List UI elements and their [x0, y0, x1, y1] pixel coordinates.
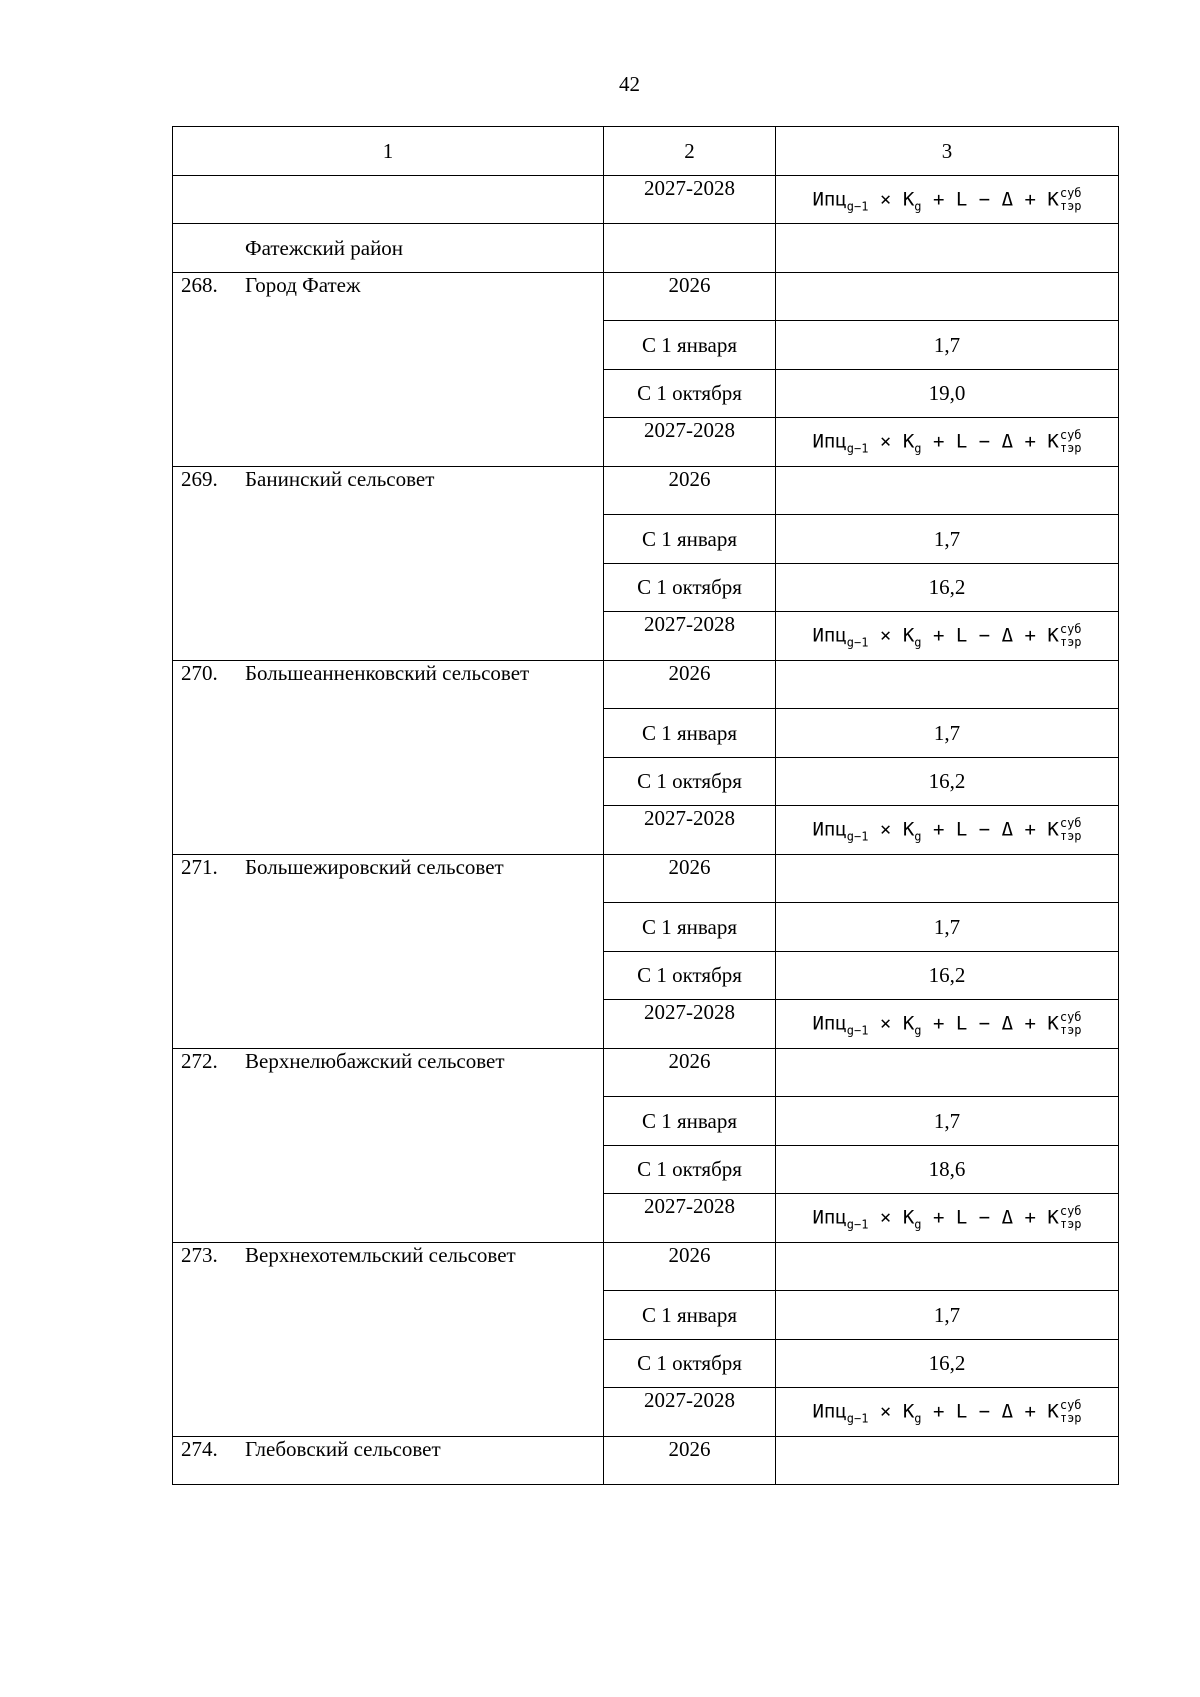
formula-plus-l: + L	[932, 430, 968, 453]
formula-k-supsub	[1060, 187, 1082, 213]
year-cell: 2026	[604, 1048, 776, 1097]
table-row	[173, 1436, 1119, 1485]
table-row	[173, 854, 1119, 903]
empty-cell	[776, 854, 1119, 903]
settlement-name: Большежировский сельсовет	[245, 854, 504, 879]
formula-plus-k: + K	[1024, 188, 1059, 210]
formula-k: К	[902, 188, 915, 210]
table-row	[173, 1048, 1119, 1097]
formula-k: К	[902, 1400, 915, 1423]
formula-plus-l: + L	[932, 818, 968, 841]
indexation-formula	[812, 1205, 1081, 1231]
row-number: 274.	[181, 1436, 218, 1461]
settlement-name: Банинский сельсовет	[245, 466, 435, 491]
row-number: 270.	[181, 660, 218, 685]
formula-base-sub: g−1	[846, 1411, 869, 1426]
formula-minus-delta: − Δ	[978, 188, 1014, 210]
district-name: Фатежский район	[245, 235, 404, 260]
value-cell: 1,7	[776, 515, 1119, 564]
empty-cell	[604, 224, 776, 273]
formula-k-sub: g	[914, 1023, 922, 1038]
formula-cell	[776, 1388, 1119, 1437]
indexation-formula	[812, 429, 1081, 455]
date-cell: С 1 января	[604, 709, 776, 758]
date-cell: С 1 января	[604, 1291, 776, 1340]
period-cell: 2027-2028	[604, 1388, 776, 1437]
table-row	[173, 1242, 1119, 1291]
formula-plus-k: + K	[1024, 818, 1059, 841]
date-cell: С 1 октября	[604, 1339, 776, 1388]
date-cell: С 1 января	[604, 321, 776, 370]
formula-times: ×	[879, 1400, 892, 1423]
settlement-cell	[173, 854, 604, 1048]
formula-k-supsub	[1060, 817, 1082, 843]
date-cell: С 1 октября	[604, 951, 776, 1000]
period-cell: 2027-2028	[604, 612, 776, 661]
formula-k-sub2: тэр	[1059, 1217, 1082, 1231]
date-cell: С 1 октября	[604, 1145, 776, 1194]
year-cell: 2026	[604, 272, 776, 321]
district-row	[173, 224, 1119, 273]
formula-plus-l: + L	[932, 188, 968, 210]
formula-times: ×	[879, 624, 892, 647]
table-row	[173, 660, 1119, 709]
indexation-formula	[812, 187, 1081, 213]
formula-plus-k: + K	[1024, 1206, 1059, 1229]
formula-base: Ипц	[812, 818, 847, 841]
header-col-1: 1	[173, 127, 604, 176]
formula-plus-l: + L	[932, 1012, 968, 1035]
formula-cell	[776, 1194, 1119, 1243]
settlement-name: Город Фатеж	[245, 272, 361, 297]
page-number: 42	[619, 72, 640, 96]
formula-cell	[776, 175, 1119, 224]
formula-cell	[776, 1000, 1119, 1049]
value-cell: 1,7	[776, 321, 1119, 370]
formula-k-supsub	[1060, 1399, 1082, 1425]
settlement-cell	[173, 466, 604, 660]
formula-base-sub: g−1	[846, 829, 869, 844]
formula-k-sub: g	[914, 1411, 922, 1426]
formula-cell	[776, 806, 1119, 855]
period-cell: 2027-2028	[604, 806, 776, 855]
formula-base: Ипц	[812, 188, 847, 210]
formula-times: ×	[879, 188, 892, 210]
formula-plus-k: + K	[1024, 430, 1059, 453]
name-cell	[173, 175, 604, 224]
formula-times: ×	[879, 1206, 892, 1229]
formula-k-supsub	[1060, 623, 1082, 649]
settlement-cell	[173, 272, 604, 466]
value-cell: 1,7	[776, 903, 1119, 952]
formula-base-sub: g−1	[846, 1217, 869, 1232]
table-row	[173, 466, 1119, 515]
indexation-formula	[812, 1011, 1081, 1037]
period-cell: 2027-2028	[604, 1194, 776, 1243]
settlement-name: Верхнелюбажский сельсовет	[245, 1048, 505, 1073]
formula-base: Ипц	[812, 1206, 847, 1229]
value-cell: 1,7	[776, 1291, 1119, 1340]
indexation-formula	[812, 623, 1081, 649]
formula-k: К	[902, 818, 915, 841]
empty-cell	[776, 1048, 1119, 1097]
empty-cell	[776, 660, 1119, 709]
date-cell: С 1 января	[604, 515, 776, 564]
value-cell: 16,2	[776, 1339, 1119, 1388]
formula-plus-l: + L	[932, 624, 968, 647]
tariff-table	[172, 126, 1119, 1485]
formula-k: К	[902, 624, 915, 647]
formula-k-sub2: тэр	[1059, 829, 1082, 843]
formula-k-sup: суб	[1059, 1398, 1082, 1412]
formula-k-sub: g	[914, 441, 922, 456]
settlement-name: Большеанненковский сельсовет	[245, 660, 530, 685]
formula-minus-delta: − Δ	[978, 818, 1014, 841]
header-col-3: 3	[776, 127, 1119, 176]
formula-cell	[776, 612, 1119, 661]
date-cell: С 1 октября	[604, 563, 776, 612]
table-row	[173, 272, 1119, 321]
formula-base: Ипц	[812, 1012, 847, 1035]
period-cell: 2027-2028	[604, 418, 776, 467]
formula-plus-l: + L	[932, 1206, 968, 1229]
formula-plus-k: + K	[1024, 1012, 1059, 1035]
formula-k-sub2: тэр	[1059, 198, 1082, 213]
formula-k-sup: суб	[1059, 185, 1082, 200]
period-cell: 2027-2028	[604, 1000, 776, 1049]
formula-k-sub: g	[914, 635, 922, 650]
empty-cell	[776, 224, 1119, 273]
row-number: 269.	[181, 466, 218, 491]
header-row	[173, 127, 1119, 176]
formula-k: К	[902, 430, 915, 453]
formula-times: ×	[879, 818, 892, 841]
formula-k-sub: g	[914, 1217, 922, 1232]
date-cell: С 1 января	[604, 903, 776, 952]
formula-k-sub: g	[914, 829, 922, 844]
year-cell: 2026	[604, 854, 776, 903]
formula-base: Ипц	[812, 430, 847, 453]
formula-k-sup: суб	[1059, 1204, 1082, 1218]
formula-k-sub: g	[914, 198, 922, 213]
formula-k-supsub	[1060, 1011, 1082, 1037]
value-cell: 1,7	[776, 1097, 1119, 1146]
formula-minus-delta: − Δ	[978, 1012, 1014, 1035]
formula-times: ×	[879, 430, 892, 453]
date-cell: С 1 октября	[604, 757, 776, 806]
indexation-formula	[812, 817, 1081, 843]
formula-k-sup: суб	[1059, 428, 1082, 442]
value-cell: 19,0	[776, 369, 1119, 418]
settlement-name: Глебовский сельсовет	[245, 1436, 441, 1461]
formula-k-supsub	[1060, 1205, 1082, 1231]
year-cell: 2026	[604, 660, 776, 709]
formula-base-sub: g−1	[846, 1023, 869, 1038]
settlement-name: Верхнехотемльский сельсовет	[245, 1242, 516, 1267]
formula-k-sub2: тэр	[1059, 1023, 1082, 1037]
row-number: 271.	[181, 854, 218, 879]
formula-plus-l: + L	[932, 1400, 968, 1423]
row-number: 268.	[181, 272, 218, 297]
table-row	[173, 175, 1119, 224]
formula-minus-delta: − Δ	[978, 624, 1014, 647]
settlement-cell	[173, 1048, 604, 1242]
value-cell: 16,2	[776, 951, 1119, 1000]
formula-times: ×	[879, 1012, 892, 1035]
formula-k-sup: суб	[1059, 1010, 1082, 1024]
empty-cell	[776, 272, 1119, 321]
formula-k: К	[902, 1206, 915, 1229]
year-cell: 2026	[604, 1242, 776, 1291]
formula-minus-delta: − Δ	[978, 1206, 1014, 1229]
district-cell	[173, 224, 604, 273]
row-number: 273.	[181, 1242, 218, 1267]
formula-k-sup: суб	[1059, 622, 1082, 636]
formula-cell	[776, 418, 1119, 467]
empty-cell	[776, 1436, 1119, 1485]
header-col-2: 2	[604, 127, 776, 176]
empty-cell	[776, 1242, 1119, 1291]
formula-k: К	[902, 1012, 915, 1035]
value-cell: 16,2	[776, 757, 1119, 806]
formula-base: Ипц	[812, 624, 847, 647]
period-cell: 2027-2028	[604, 175, 776, 224]
value-cell: 16,2	[776, 563, 1119, 612]
indexation-formula	[812, 1399, 1081, 1425]
formula-base-sub: g−1	[846, 635, 869, 650]
date-cell: С 1 января	[604, 1097, 776, 1146]
formula-base-sub: g−1	[846, 198, 869, 213]
year-cell: 2026	[604, 1436, 776, 1485]
value-cell: 18,6	[776, 1145, 1119, 1194]
formula-k-sub2: тэр	[1059, 441, 1082, 455]
formula-plus-k: + K	[1024, 1400, 1059, 1423]
formula-base: Ипц	[812, 1400, 847, 1423]
formula-k-sub2: тэр	[1059, 635, 1082, 649]
settlement-cell	[173, 660, 604, 854]
row-number: 272.	[181, 1048, 218, 1073]
formula-plus-k: + K	[1024, 624, 1059, 647]
formula-k-supsub	[1060, 429, 1082, 455]
empty-cell	[776, 466, 1119, 515]
formula-minus-delta: − Δ	[978, 1400, 1014, 1423]
date-cell: С 1 октября	[604, 369, 776, 418]
settlement-cell	[173, 1242, 604, 1436]
year-cell: 2026	[604, 466, 776, 515]
formula-minus-delta: − Δ	[978, 430, 1014, 453]
formula-k-sub2: тэр	[1059, 1411, 1082, 1425]
formula-base-sub: g−1	[846, 441, 869, 456]
value-cell: 1,7	[776, 709, 1119, 758]
formula-k-sup: суб	[1059, 816, 1082, 830]
settlement-cell	[173, 1436, 604, 1485]
